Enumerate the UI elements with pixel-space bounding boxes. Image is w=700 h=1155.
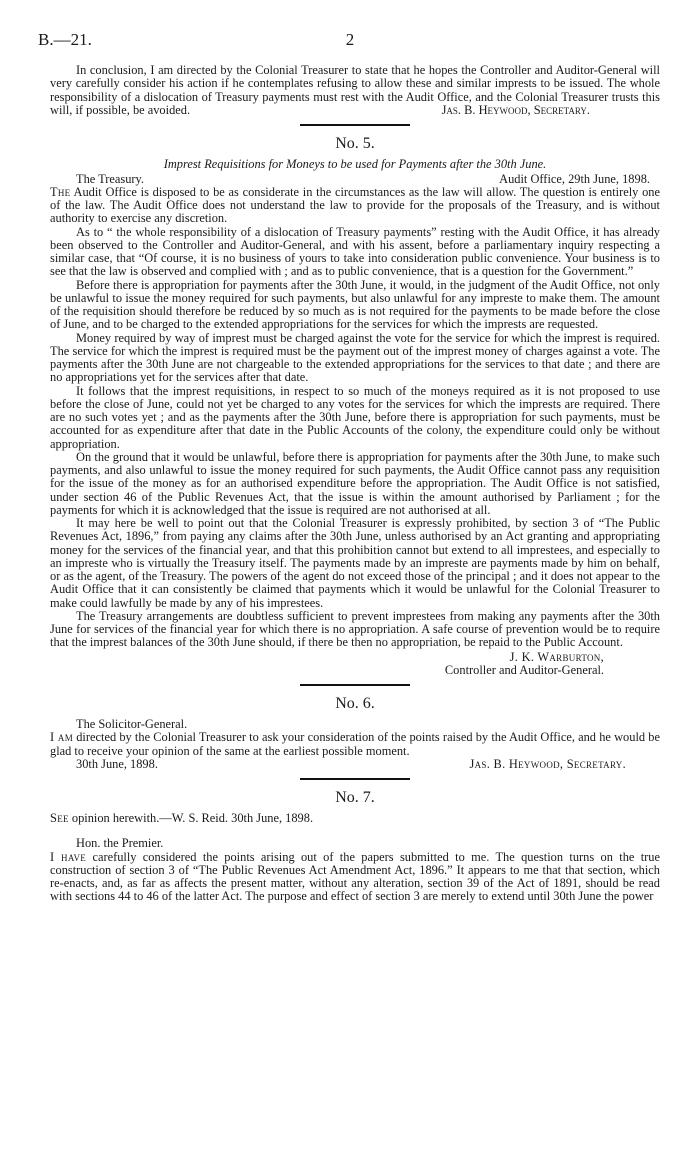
no6-lead-word: I am bbox=[50, 730, 74, 745]
no5-paragraph: The Treasury arrangements are doubtless sufficient to prevent imprestees from making any payments after the 30th June for services of the financial year for which there is no appropriation. A safe course of prevention would be to require that the imprest balances of the 30th June should, if there be then no appropriation, be repaid to the Public Account. bbox=[50, 608, 660, 650]
no6-date: 30th June, 1898. bbox=[76, 756, 158, 771]
page-number: 2 bbox=[345, 30, 355, 49]
no5-signature-block bbox=[50, 651, 660, 678]
no5-signature-title: Controller and Auditor-General. bbox=[444, 662, 604, 677]
no5-paragraph: It may here be well to point out that the Colonial Treasurer is expressly prohibited, by section 3 of “The Public Revenues Act, 1896,” from paying any claims after the 30th June, unless authorised by an Act granting and appropriating money for the services of the financial year, and that this prohibition cannot but extend to all imprestees, and especially to an impreste who is virtually the Treasury itself. The payments made by an impreste are payments made by him on behalf, or as the agent, of the Treasury. The powers of the agent do not exceed those of the principal ; and it does not appear to the Audit Office that it can consistently be claimed that payments which it would be unlawful for the Colonial Treasurer to make could lawfully be made by any of his imprestees. bbox=[50, 516, 660, 610]
page-header bbox=[38, 30, 662, 52]
no5-title: Imprest Requisitions for Moneys to be used for Payments after the 30th June. bbox=[163, 157, 547, 172]
no5-addressee: The Treasury. bbox=[76, 171, 145, 186]
document-reference: B.—21. bbox=[38, 30, 92, 49]
no5-paragraph: Before there is appropriation for payments after the 30th June, it would, in the judgment of the Audit Office, not only be unlawful to issue the money required for such payments, but also unlawful for any impreste to make them. The amount of the requisition should therefore be reduced by so much as is not required for the payments to be made before the close of June, and to be charged to the extended appropriations for the services for which the imprests are requested. bbox=[50, 277, 660, 332]
no5-paragraph: Money required by way of imprest must be charged against the vote for the service for which the imprest is required. The service for which the imprest is required must be the payment out of the imprest money of charges against a vote. The payments after the 30th June are not chargeable to the extended appropriations for the services to that date ; and there are no appropriations yet for the services after that date. bbox=[50, 330, 660, 385]
no5-date: Audit Office, 29th June, 1898. bbox=[499, 171, 650, 186]
no5-signature-name: J. K. Warburton, bbox=[509, 649, 604, 664]
no6-signature: Jas. B. Heywood, Secretary. bbox=[469, 756, 626, 771]
page-body bbox=[50, 64, 660, 904]
no6-heading: No. 6. bbox=[335, 695, 375, 712]
section-divider bbox=[300, 778, 410, 780]
no5-address-row bbox=[50, 173, 660, 186]
no5-lead-word: The bbox=[50, 184, 71, 199]
no6-addressee: The Solicitor-General. bbox=[76, 717, 188, 731]
no6-date-row bbox=[50, 758, 660, 771]
intro-paragraph: In conclusion, I am directed by the Colonial Treasurer to state that he hopes the Controller and Auditor-General will very carefully consider his action if he contemplates refusing to allow these and similar imprests to be issued. The whole responsibility of a dislocation of Treasury payments must rest with the Audit Office, and the Colonial Treasurer trusts this will, if possible, be avoided. bbox=[50, 63, 660, 117]
intro-signature: Jas. B. Heywood, Secretary. bbox=[441, 103, 590, 117]
section-divider bbox=[300, 124, 410, 126]
no7-addressee: Hon. the Premier. bbox=[76, 836, 164, 851]
no6-paragraph: I am directed by the Colonial Treasurer to ask your consideration of the points raised by the Audit Office, and he would be glad to receive your opinion of the same at the earliest possible moment. bbox=[50, 730, 660, 758]
no5-paragraph: The Audit Office is disposed to be as considerate in the circumstances as the law will allow. The question is entirely one of the law. The Audit Office does not understand the law to provide for the proposals of the Treasury, and is without authority to exercise any discretion. bbox=[50, 184, 660, 226]
no7-paragraph: I have carefully considered the points arising out of the papers submitted to me. The question turns on the true construction of section 3 of “The Public Revenues Act Amendment Act, 1896.” It appears to me that that section, which re-enacts, and, as far as affects the present matter, without any alteration, section 39 of the Act of 1891, should be read with sections 44 to 46 of the latter Act. The purpose and effect of section 3 are merely to extend until 30th June the power bbox=[50, 849, 660, 904]
no7-lead-word: See bbox=[50, 811, 69, 825]
no5-heading: No. 5. bbox=[335, 135, 375, 153]
no5-paragraph: As to “ the whole responsibility of a dislocation of Treasury payments” resting with the Audit Office, it has already been observed to the Controller and Auditor-General, and with his assent, before a parliamentary inquiry respecting a similar case, that “Of course, it is no business of yours to take into consideration public convenience. Your business is to see that the law is observed and complied with ; and as to public convenience, that is a question for the Government.” bbox=[50, 224, 660, 279]
no7-lead-word: I have bbox=[50, 849, 87, 864]
no7-heading: No. 7. bbox=[335, 789, 375, 806]
no5-paragraph: On the ground that it would be unlawful, before there is appropriation for payments after the 30th June, to make such payments, and also unlawful to issue the money required for such payments, the Audit Office cannot pass any requisition for the issue of the money as for an authorised expenditure before the appropriation. The Audit Office is not satisfied, under section 46 of the Public Revenues Act, that the issue is within the amount authorised by Parliament ; for the payments for which it is acknowledged that the issue is required are not authorised at all. bbox=[50, 449, 660, 517]
no7-opinion-line: See opinion herewith.—W. S. Reid. 30th June, 1898. bbox=[50, 811, 314, 825]
no5-paragraph: It follows that the imprest requisitions, in respect to so much of the moneys required as it is not proposed to use before the close of June, could not yet be charged to any votes for the services for which the imprests are required. There are no such votes yet ; and as the payments after the 30th June, before there is appropriation for such payments, must be accounted for as expenditure after that date in the Public Accounts of the colony, the expenditure could only be without appropriation. bbox=[50, 383, 660, 451]
section-divider bbox=[300, 684, 410, 686]
